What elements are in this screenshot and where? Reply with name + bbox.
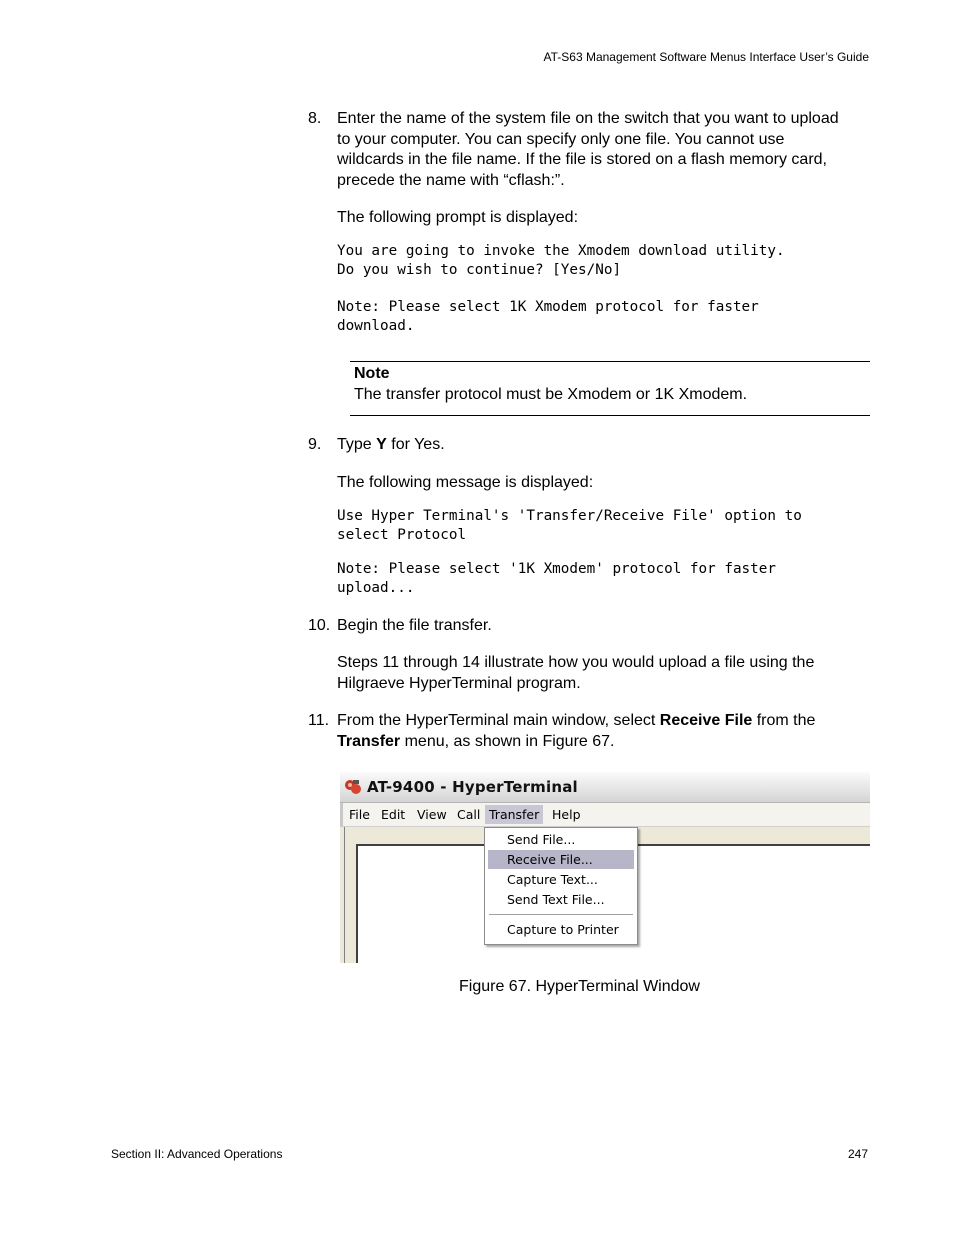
footer-section: Section II: Advanced Operations bbox=[111, 1147, 283, 1161]
step-9-pre: Type bbox=[337, 436, 377, 453]
menu-separator bbox=[489, 914, 633, 915]
figure-caption: Figure 67. HyperTerminal Window bbox=[459, 978, 700, 995]
menu-view[interactable]: View bbox=[417, 807, 447, 822]
menu-item-capture-to-printer[interactable]: Capture to Printer bbox=[507, 922, 619, 937]
menu-bar bbox=[340, 803, 870, 827]
step-11-bold-transfer: Transfer bbox=[337, 732, 401, 750]
step-11-text bbox=[337, 711, 815, 752]
step-8-number: 8. bbox=[308, 110, 322, 127]
step-11-line-2 bbox=[337, 732, 815, 753]
step-9-text bbox=[337, 435, 445, 456]
step-9-followup: The following message is displayed: bbox=[337, 474, 594, 491]
step-8-code-prompt: You are going to invoke the Xmodem download utility. Do you wish to continue? [Yes/No] bbox=[337, 243, 785, 278]
menu-transfer[interactable]: Transfer bbox=[485, 805, 543, 824]
page-number: 247 bbox=[847, 1147, 868, 1161]
step-8-line-1: Enter the name of the system file on the switch that you want to upload bbox=[337, 110, 839, 127]
window-title: AT-9400 - HyperTerminal bbox=[367, 778, 578, 796]
step-11-bold-receive: Receive File bbox=[659, 712, 753, 729]
window-titlebar[interactable] bbox=[340, 772, 870, 803]
step-10-paragraph bbox=[337, 653, 814, 694]
step-10-text: Begin the file transfer. bbox=[337, 617, 492, 634]
step-8-line-3: wildcards in the file name. If the file is stored on a flash memory card, bbox=[337, 151, 827, 168]
menu-edit[interactable]: Edit bbox=[381, 807, 406, 822]
menu-item-send-file[interactable]: Send File... bbox=[507, 832, 576, 847]
running-header: AT-S63 Management Software Menus Interface User’s Guide bbox=[543, 50, 869, 64]
note-heading: Note bbox=[354, 365, 390, 382]
step-11-number: 11. bbox=[308, 712, 330, 729]
step-9-bold: Y bbox=[376, 436, 387, 453]
step-11-line-1 bbox=[337, 711, 815, 732]
hyperterminal-screenshot bbox=[340, 772, 870, 963]
step-10-number: 10. bbox=[308, 617, 331, 634]
menu-item-send-text-file[interactable]: Send Text File... bbox=[507, 892, 605, 907]
step-8-code-note: Note: Please select 1K Xmodem protocol for faster download. bbox=[337, 299, 759, 334]
step-11-mid: from the bbox=[752, 712, 816, 729]
step-9-code-note: Note: Please select '1K Xmodem' protocol for faster upload... bbox=[337, 561, 776, 596]
step-8-line-2: to your computer. You can specify only one file. You cannot use bbox=[337, 130, 785, 148]
step-9-code-message: Use Hyper Terminal's 'Transfer/Receive File' option to select Protocol bbox=[337, 508, 802, 543]
menu-item-capture-text[interactable]: Capture Text... bbox=[507, 872, 598, 887]
step-10-para-line-1: Steps 11 through 14 illustrate how you would upload a file using the bbox=[337, 654, 815, 671]
step-8-line-4: precede the name with “cflash:”. bbox=[337, 171, 565, 189]
step-9-post: for Yes. bbox=[386, 436, 445, 453]
transfer-dropdown-menu bbox=[484, 827, 638, 945]
step-8-text bbox=[337, 109, 839, 191]
hyperterminal-app-icon bbox=[344, 778, 362, 796]
menu-help[interactable]: Help bbox=[552, 807, 581, 822]
step-8-followup: The following prompt is displayed: bbox=[337, 209, 579, 226]
note-text: The transfer protocol must be Xmodem or 1K Xmodem. bbox=[354, 386, 748, 403]
step-11-pre: From the HyperTerminal main window, select bbox=[337, 712, 660, 729]
menu-file[interactable]: File bbox=[349, 807, 370, 822]
step-11-post: menu, as shown in Figure 67. bbox=[400, 732, 615, 750]
step-9-number: 9. bbox=[308, 436, 322, 453]
menu-call[interactable]: Call bbox=[457, 807, 481, 822]
menu-item-receive-file[interactable]: Receive File... bbox=[488, 850, 634, 869]
step-10-para-line-2: Hilgraeve HyperTerminal program. bbox=[337, 674, 581, 692]
